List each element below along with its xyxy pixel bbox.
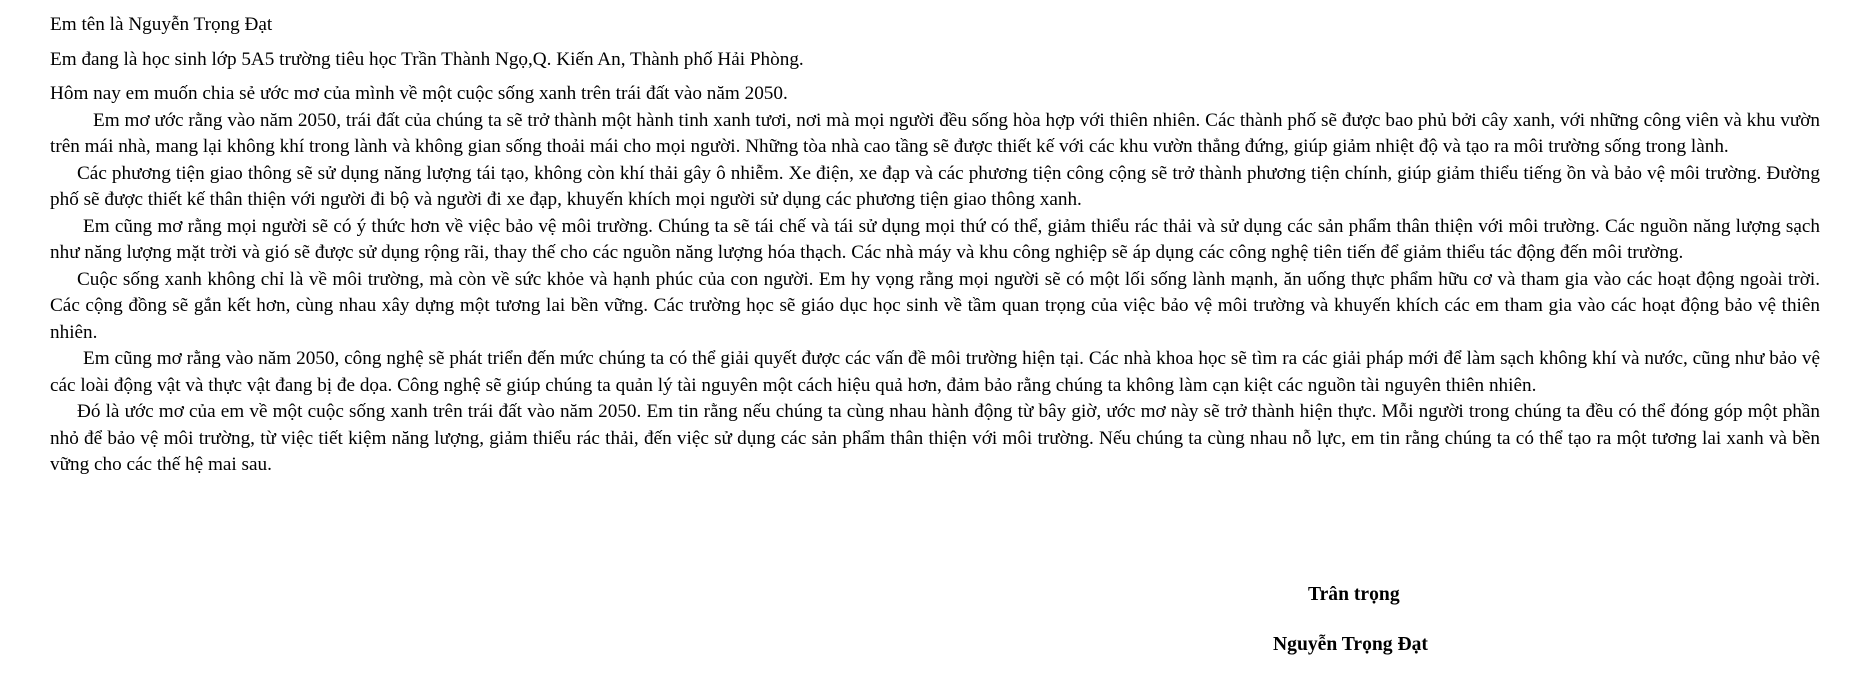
topic-line: Hôm nay em muốn chia sẻ ước mơ của mình về một cuộc sống xanh trên trái đất vào năm 2050. xyxy=(50,83,788,104)
name-line: Em tên là Nguyễn Trọng Đạt xyxy=(50,14,273,35)
signature-name: Nguyễn Trọng Đạt xyxy=(1273,634,1428,655)
paragraph-awareness: Em cũng mơ rằng mọi người sẽ có ý thức hơn về việc bảo vệ môi trường. Chúng ta sẽ tái chế và tái sử dụng mọi thứ có thể, giảm thiểu rác thải và sử dụng các sản phẩm thân thiện với môi trường. Các nguồn năng lượng sạch như năng lượng mặt trời và gió sẽ được sử dụng rộng rãi, thay thế cho các nguồn năng lượng hóa thạch. Các nhà máy và khu công nghiệp sẽ áp dụng các công nghệ tiên tiến để giảm thiểu tác động đến môi trường. xyxy=(50,215,1820,263)
paragraph-health: Cuộc sống xanh không chỉ là về môi trường, mà còn về sức khỏe và hạnh phúc của con người. Em hy vọng rằng mọi người sẽ có một lối sống lành mạnh, ăn uống thực phẩm hữu cơ và tham gia vào các hoạt động ngoài trời. Các cộng đồng sẽ gắn kết hơn, cùng nhau xây dựng một tương lai bền vững. Các trường học sẽ giáo dục học sinh về tầm quan trọng của việc bảo vệ môi trường và khuyến khích các em tham gia vào các hoạt động bảo vệ thiên nhiên. xyxy=(50,268,1820,343)
signature-closing: Trân trọng xyxy=(1308,584,1400,605)
paragraph-green-cities: Em mơ ước rằng vào năm 2050, trái đất của chúng ta sẽ trở thành một hành tinh xanh tươi, nơi mà mọi người đều sống hòa hợp với thiên nhiên. Các thành phố sẽ được bao phủ bởi cây xanh, với những công viên và khu vườn trên mái nhà, mang lại không khí trong lành và không gian sống thoải mái cho mọi người. Những tòa nhà cao tầng sẽ được thiết kế với các khu vườn thẳng đứng, giúp giảm nhiệt độ và tạo ra môi trường sống trong lành. xyxy=(50,109,1820,157)
letter-body xyxy=(50,12,1820,479)
paragraph-transport: Các phương tiện giao thông sẽ sử dụng năng lượng tái tạo, không còn khí thải gây ô nhiễm. Xe điện, xe đạp và các phương tiện công cộng sẽ trở thành phương tiện chính, giúp giảm thiểu tiếng ồn và bảo vệ môi trường. Đường phố sẽ được thiết kế thân thiện với người đi bộ và người đi xe đạp, khuyến khích mọi người sử dụng các phương tiện giao thông xanh. xyxy=(50,162,1820,210)
school-line: Em đang là học sinh lớp 5A5 trường tiêu học Trần Thành Ngọ,Q. Kiến An, Thành phố Hải Phòng. xyxy=(50,48,804,70)
paragraph-conclusion: Đó là ước mơ của em về một cuộc sống xanh trên trái đất vào năm 2050. Em tin rằng nếu chúng ta cùng nhau hành động từ bây giờ, ước mơ này sẽ trở thành hiện thực. Mỗi người trong chúng ta đều có thể đóng góp một phần nhỏ để bảo vệ môi trường, từ việc tiết kiệm năng lượng, giảm thiểu rác thải, đến việc sử dụng các sản phẩm thân thiện với môi trường. Nếu chúng ta cùng nhau nỗ lực, em tin rằng chúng ta có thể tạo ra một tương lai xanh và bền vững cho các thế hệ mai sau. xyxy=(50,401,1820,475)
paragraph-technology: Em cũng mơ rằng vào năm 2050, công nghệ sẽ phát triển đến mức chúng ta có thể giải quyết được các vấn đề môi trường hiện tại. Các nhà khoa học sẽ tìm ra các giải pháp mới để làm sạch không khí và nước, cũng như bảo vệ các loài động vật và thực vật đang bị đe dọa. Công nghệ sẽ giúp chúng ta quản lý tài nguyên một cách hiệu quả hơn, đảm bảo rằng chúng ta không làm cạn kiệt các nguồn tài nguyên thiên nhiên. xyxy=(50,348,1820,396)
